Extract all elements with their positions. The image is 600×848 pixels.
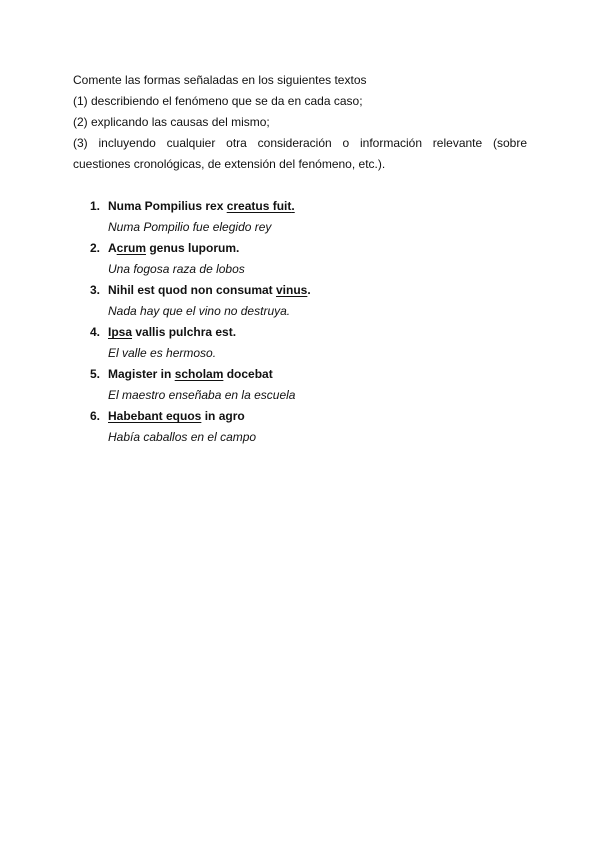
exercise-item xyxy=(73,406,527,448)
translation: Nada hay que el vino no destruya. xyxy=(108,304,291,318)
latin-text: . xyxy=(307,283,311,297)
instruction-point-3-line-2: cuestiones cronológicas, de extensión del fenómeno, etc.). xyxy=(73,157,386,171)
translation: Había caballos en el campo xyxy=(108,430,257,444)
instruction-point-3-line-1: (3) incluyendo cualquier otra consideración o información relevante (sobre xyxy=(73,136,527,150)
translation: El valle es hermoso. xyxy=(108,346,217,360)
latin-sentence xyxy=(108,406,527,427)
latin-sentence xyxy=(108,196,527,217)
highlighted-form: vinus xyxy=(276,283,308,297)
translation: Una fogosa raza de lobos xyxy=(108,262,245,276)
highlighted-form: . xyxy=(291,199,295,213)
instruction-point-1: (1) describiendo el fenómeno que se da en cada caso; xyxy=(73,94,363,108)
exercise-item xyxy=(73,238,527,280)
highlighted-form: creatus fuit xyxy=(226,199,292,213)
latin-sentence xyxy=(108,238,527,259)
item-number: 5. xyxy=(90,367,101,381)
latin-sentence xyxy=(108,322,527,343)
latin-sentence xyxy=(108,280,527,301)
latin-text: docebat xyxy=(223,367,273,381)
translation: Numa Pompilio fue elegido rey xyxy=(108,220,272,234)
highlighted-form: Ipsa xyxy=(108,325,133,339)
exercise-item xyxy=(73,196,527,238)
item-number: 1. xyxy=(90,199,101,213)
exercise-list xyxy=(73,196,527,448)
latin-text: vallis pulchra est. xyxy=(132,325,237,339)
exercise-item xyxy=(73,322,527,364)
instruction-point-2: (2) explicando las causas del mismo; xyxy=(73,115,270,129)
document-page xyxy=(73,70,527,448)
latin-text: A xyxy=(108,241,117,255)
latin-text: Magister in xyxy=(108,367,175,381)
item-number: 6. xyxy=(90,409,101,423)
latin-text: Nihil est quod non consumat xyxy=(108,283,276,297)
item-number: 2. xyxy=(90,241,101,255)
latin-text: in agro xyxy=(201,409,245,423)
instructions-title: Comente las formas señaladas en los siguientes textos xyxy=(73,73,367,87)
translation: El maestro enseñaba en la escuela xyxy=(108,388,296,402)
highlighted-form: scholam xyxy=(174,367,224,381)
highlighted-form: crum xyxy=(116,241,147,255)
item-number: 3. xyxy=(90,283,101,297)
latin-text: genus luporum. xyxy=(146,241,240,255)
item-number: 4. xyxy=(90,325,101,339)
latin-text: Numa Pompilius rex xyxy=(108,199,227,213)
highlighted-form: Habebant equos xyxy=(108,409,202,423)
latin-sentence xyxy=(108,364,527,385)
instructions-block xyxy=(73,70,527,175)
exercise-item xyxy=(73,280,527,322)
exercise-item xyxy=(73,364,527,406)
